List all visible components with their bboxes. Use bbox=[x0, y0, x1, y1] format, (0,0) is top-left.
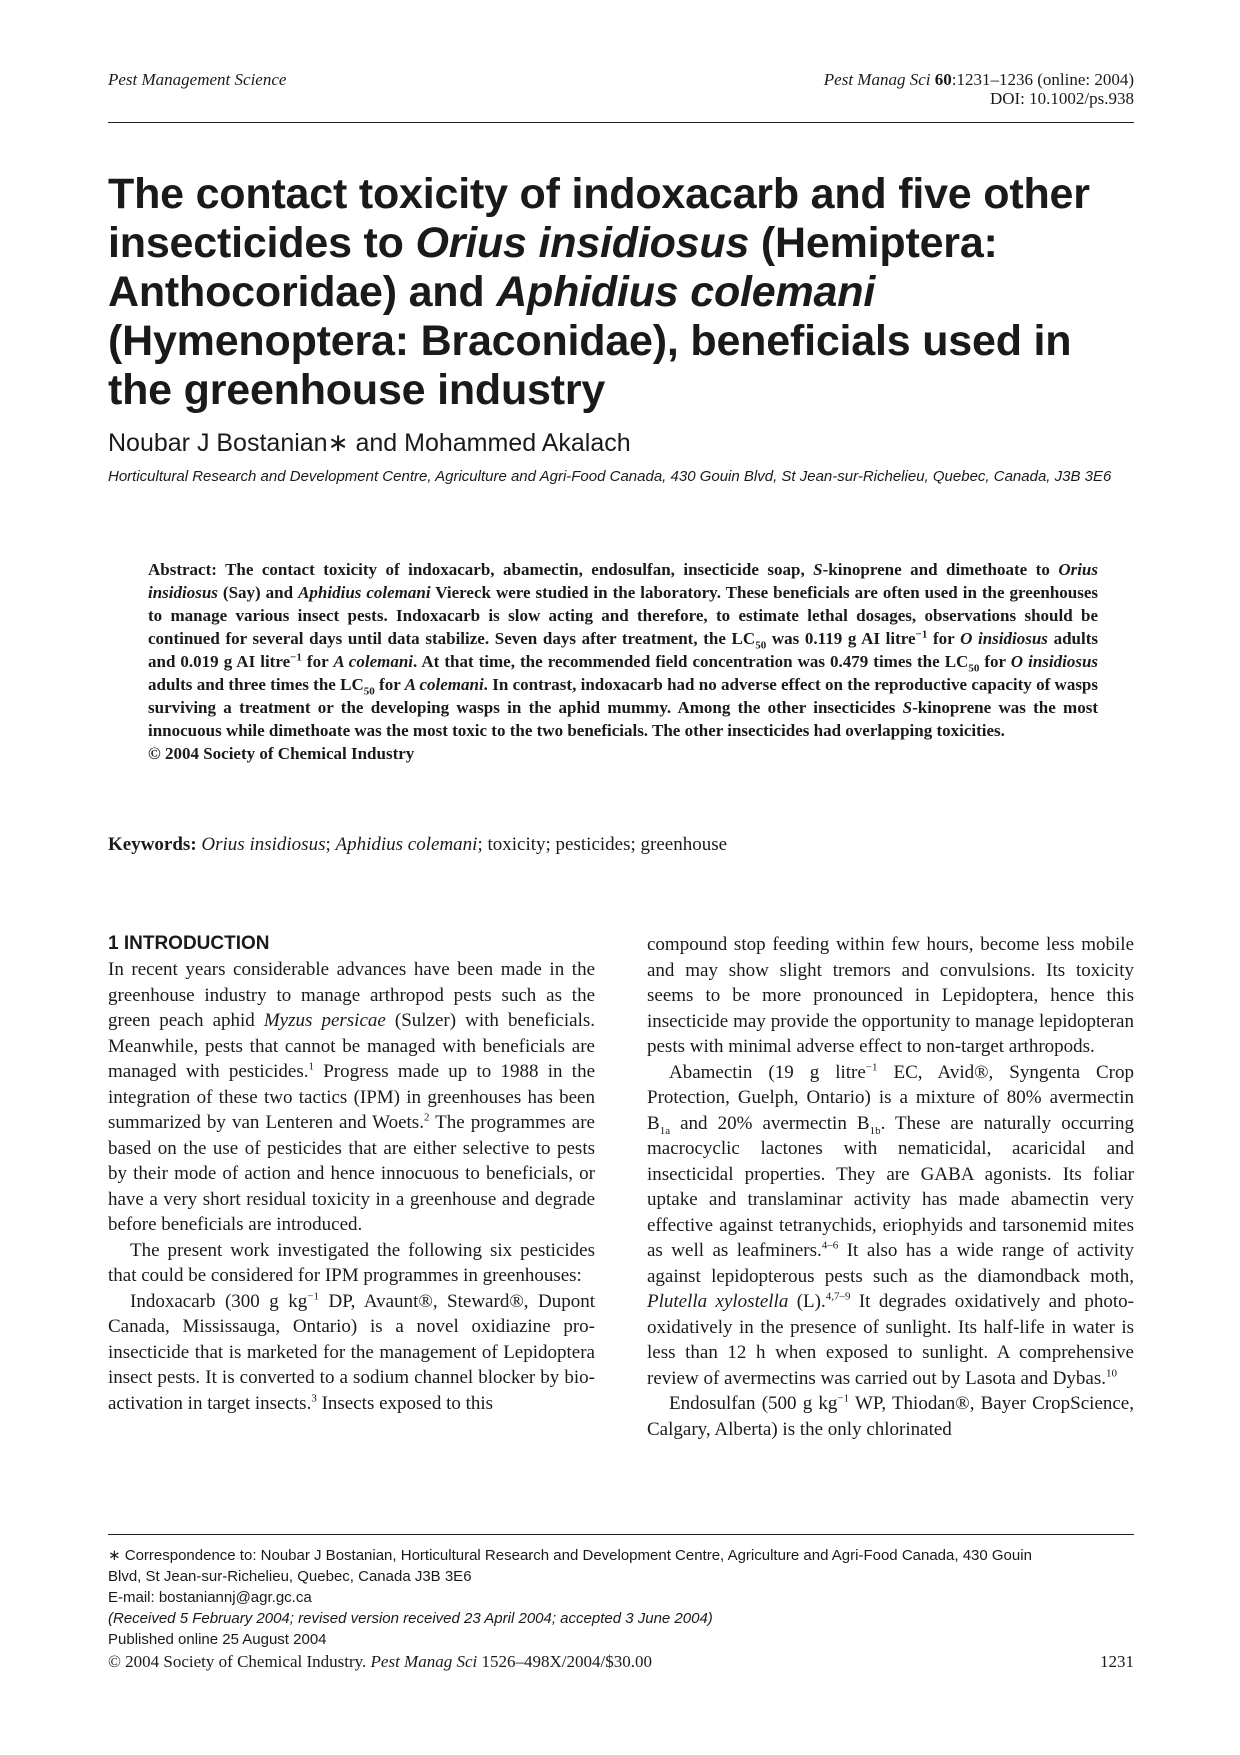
received-text: (Received 5 February 2004; revised version received 23 April 2004; accepted 3 June 2004) bbox=[108, 1610, 713, 1627]
text: In recent years considerable advances have been made in the greenhouse industry to manage arthropod pests such as the green peach aphid bbox=[108, 959, 595, 1031]
correspondence: ∗ Correspondence to: Noubar J Bostanian, Horticultural Research and Development Centre, Agriculture and Agri-Food Canada, 430 Gouin bbox=[108, 1547, 1032, 1564]
abstract-text: . At that time, the recommended field concentration was 0.479 times the LC bbox=[413, 652, 969, 671]
citation-volume: 60 bbox=[934, 70, 952, 89]
text: EC, Avid®, Syngenta Crop Protection, Guelph, Ontario) is a mixture of 80% avermectin B bbox=[647, 1061, 1135, 1134]
subscript: 50 bbox=[363, 685, 375, 698]
abstract-italic: A colemani bbox=[333, 652, 414, 671]
paragraph: compound stop feeding within few hours, become less mobile and may show slight tremors and convulsions. Its toxicity seems to be more pronounced in Lepidoptera, hence this insecticide may provide the opportunity to manage lepidopteran pests with minimal adverse effect to non-target arthropods. bbox=[647, 934, 1134, 1057]
text: . These are naturally occurring macrocyclic lactones with nematicidal, acaricidal and insecticidal properties. They are GABA agonists. Its foliar uptake and translaminar activity has made abamectin very effective against tetranychids, eriophyids and tarsonemid mites as well as leafminers. bbox=[647, 1112, 1134, 1261]
abstract-text: -kinoprene was the most innocuous while dimethoate was the most toxic to the two beneficials. The other insecticides had overlapping toxicities. bbox=[148, 698, 1098, 740]
text: (L). bbox=[788, 1291, 826, 1312]
footnotes bbox=[108, 1545, 1134, 1650]
paragraph: The present work investigated the following six pesticides that could be considered for IPM programmes in greenhouses: bbox=[108, 1239, 595, 1286]
abstract-text: The contact toxicity of indoxacarb, abamectin, endosulfan, insecticide soap, bbox=[216, 560, 814, 579]
abstract-italic: Aphidius colemani bbox=[298, 583, 431, 602]
page-footer bbox=[108, 1652, 1134, 1672]
abstract-italic: S bbox=[902, 698, 913, 717]
abstract-label: Abstract: bbox=[148, 560, 217, 579]
abstract-text: for bbox=[374, 675, 405, 694]
superscript: −1 bbox=[865, 1061, 878, 1074]
reference-mark: 2 bbox=[423, 1111, 430, 1124]
superscript: −1 bbox=[837, 1392, 850, 1405]
subscript: 50 bbox=[968, 662, 980, 675]
citation-journal: Pest Manag Sci bbox=[823, 70, 931, 89]
text: It degrades oxidatively and photo-oxidatively in the presence of sunlight. Its half-life in water is less than 12 h when exposed to sunlight. A comprehensive review of avermectins was carried out by Lasota and Dybas. bbox=[647, 1291, 1134, 1389]
species-name: Plutella xylostella bbox=[647, 1291, 789, 1312]
text: Abamectin (19 g litre bbox=[669, 1061, 866, 1083]
subscript: 1a bbox=[659, 1124, 671, 1137]
text: Progress made up to 1988 in the integration of these two tactics (IPM) in greenhouses has been summarized by van Lenteren and Woets. bbox=[108, 1061, 595, 1133]
paragraph bbox=[108, 1289, 595, 1417]
footer-copyright bbox=[108, 1652, 652, 1671]
superscript: −1 bbox=[915, 628, 928, 641]
species-name: Myzus persicae bbox=[263, 1010, 386, 1031]
correspondence-address: Blvd, St Jean-sur-Richelieu, Quebec, Canada J3B 3E6 bbox=[108, 1568, 472, 1585]
title-species: Aphidius colemani bbox=[496, 268, 876, 316]
text: 1526–498X/2004/$30.00 bbox=[477, 1652, 652, 1671]
reference-mark: 1 bbox=[308, 1060, 314, 1073]
reference-mark: 10 bbox=[1106, 1367, 1117, 1380]
text: (Sulzer) with beneficials. Meanwhile, pests that cannot be managed with beneficials are managed with pesticides. bbox=[108, 1010, 595, 1082]
abstract-text: (Say) and bbox=[217, 583, 299, 602]
text: The programmes are based on the use of pesticides that are either selective to pests by their mode of action and hence innocuous to beneficials, or have a very short residual toxicity in a greenhouse and degrade before beneficials are introduced. bbox=[108, 1112, 595, 1235]
left-column bbox=[108, 932, 595, 1416]
abstract-italic: O insidiosus bbox=[960, 629, 1048, 648]
reference-mark: 3 bbox=[311, 1392, 317, 1405]
abstract-text: for bbox=[927, 629, 961, 648]
received-dates bbox=[108, 1608, 1134, 1629]
abstract-text: for bbox=[301, 652, 334, 671]
text: It also has a wide range of activity against lepidopterous pests such as the diamondback moth, bbox=[647, 1240, 1134, 1287]
abstract-text: adults and three times the LC bbox=[148, 675, 364, 694]
keyword: ; toxicity; pesticides; greenhouse bbox=[477, 834, 728, 855]
published-date: Published online 25 August 2004 bbox=[108, 1631, 327, 1648]
authors: Noubar J Bostanian∗ and Mohammed Akalach bbox=[108, 429, 631, 457]
running-head bbox=[108, 68, 1134, 122]
paragraph bbox=[647, 1060, 1134, 1392]
reference-mark: 4–6 bbox=[821, 1239, 839, 1252]
abstract-text: -kinoprene and dimethoate to bbox=[822, 560, 1059, 579]
title-part: (Hymenoptera: Braconidae), beneficials used in the greenhouse industry bbox=[108, 317, 1072, 414]
abstract-italic: Orius insidiosus bbox=[148, 560, 1098, 602]
title-part: The contact toxicity of indoxacarb and five other insecticides to bbox=[108, 170, 1090, 267]
text: WP, Thiodan®, Bayer CropScience, Calgary, Alberta) is the only chlorinated bbox=[647, 1393, 1134, 1440]
text: Endosulfan (500 g kg bbox=[669, 1393, 838, 1414]
keyword: Orius insidiosus bbox=[201, 834, 326, 855]
abstract-text: for bbox=[979, 652, 1011, 671]
right-column bbox=[647, 932, 1134, 1442]
citation bbox=[824, 70, 1134, 108]
superscript: −1 bbox=[290, 651, 302, 664]
article-title bbox=[108, 170, 1134, 415]
keywords bbox=[108, 834, 727, 856]
doi: DOI: 10.1002/ps.938 bbox=[989, 89, 1134, 108]
paragraph bbox=[647, 1391, 1134, 1442]
text: DP, Avaunt®, Steward®, Dupont Canada, Mississauga, Ontario) is a novel oxidiazine pro-insecticide that is marketed for the management of Lepidoptera insect pests. It is converted to a sodium channel blocker by bio-activation in target insects. bbox=[108, 1290, 595, 1414]
header-rule bbox=[108, 122, 1134, 123]
text: Insects exposed to this bbox=[316, 1392, 494, 1414]
abstract-italic: S bbox=[813, 560, 823, 579]
subscript: 1b bbox=[869, 1124, 881, 1137]
superscript: −1 bbox=[307, 1290, 319, 1303]
title-part: (Hemiptera: Anthocoridae) and bbox=[108, 219, 998, 316]
abstract-text: . In contrast, indoxacarb had no adverse effect on the reproductive capacity of wasps surviving a treatment or the developing wasps in the aphid mummy. Among the other insecticides bbox=[148, 675, 1099, 717]
citation-line bbox=[824, 70, 1134, 89]
abstract-copyright: © 2004 Society of Chemical Industry bbox=[148, 744, 415, 763]
abstract-text: was 0.119 g AI litre bbox=[766, 629, 916, 648]
citation-pages: :1231–1236 (online: 2004) bbox=[951, 70, 1134, 89]
abstract-text: Viereck were studied in the laboratory. These beneficials are often used in the greenhouses to manage various insect pests. Indoxacarb is slow acting and therefore, to estimate lethal dosages, observations should be continued for several days until data stabilize. Seven days after treatment, the LC bbox=[148, 583, 1099, 648]
abstract-text: adults and 0.019 g AI litre bbox=[148, 629, 1099, 671]
abstract-italic: O insidiosus bbox=[1010, 652, 1099, 671]
keyword: Aphidius colemani bbox=[335, 834, 478, 855]
journal-name: Pest Management Science bbox=[108, 70, 287, 89]
text: Indoxacarb (300 g kg bbox=[130, 1290, 308, 1312]
abstract bbox=[148, 558, 1098, 765]
paragraph bbox=[108, 957, 595, 1238]
text: and 20% avermectin B bbox=[670, 1112, 870, 1134]
footnote-rule bbox=[108, 1534, 1134, 1535]
reference-mark: 4,7–9 bbox=[825, 1290, 851, 1303]
page-number: 1231 bbox=[1100, 1652, 1134, 1671]
journal-abbrev: Pest Manag Sci bbox=[370, 1652, 478, 1671]
section-heading: 1 INTRODUCTION bbox=[108, 933, 270, 954]
subscript: 50 bbox=[755, 639, 767, 652]
title-species: Orius insidiosus bbox=[415, 219, 750, 267]
email[interactable]: E-mail: bostaniannj@agr.gc.ca bbox=[108, 1589, 312, 1606]
abstract-italic: A colemani bbox=[404, 675, 484, 694]
keyword-separator: ; bbox=[325, 834, 336, 855]
text: © 2004 Society of Chemical Industry. bbox=[108, 1652, 371, 1671]
affiliation: Horticultural Research and Development Centre, Agriculture and Agri-Food Canada, 430 Gouin Blvd, St Jean-sur-Richelieu, Quebec, Canada, J3B 3E6 bbox=[108, 468, 1112, 485]
keywords-label: Keywords: bbox=[108, 834, 197, 855]
